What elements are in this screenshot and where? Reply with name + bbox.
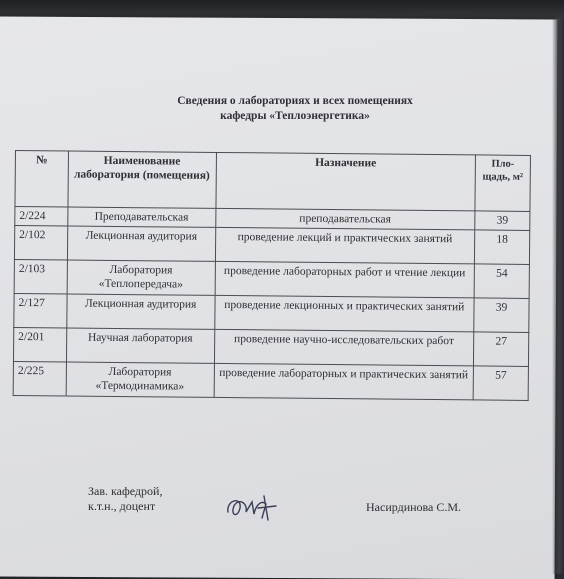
table-row: [13, 361, 528, 400]
labs-table: [13, 150, 531, 401]
header-area: Пло-щадь, м²: [475, 155, 530, 212]
handwritten-signature: [222, 490, 282, 524]
page-edge-shadow: [552, 18, 564, 574]
table-row: [14, 293, 529, 332]
header-destination: Назначение: [215, 152, 475, 210]
cell-room-number: 2/103: [14, 259, 67, 294]
cell-destination: проведение лабораторных и практических занятий: [214, 363, 474, 399]
cell-room-name: Лаборатория «Термодинамика»: [66, 362, 214, 397]
title-line-2: кафедры «Теплоэнергетика»: [220, 110, 370, 122]
cell-destination: проведение лекционных и практических занятий: [214, 295, 474, 331]
cell-room-number: 2/127: [14, 293, 67, 328]
cell-destination: проведение лабораторных работ и чтение лекции: [215, 261, 475, 297]
cell-area: 18: [475, 230, 530, 265]
cell-room-name: Лекционная аудитория: [67, 226, 215, 261]
signer-name: Насирдинова С.М.: [366, 500, 462, 514]
cell-area: 27: [474, 332, 529, 367]
cell-area: 57: [473, 366, 528, 401]
cell-area: 54: [474, 264, 529, 299]
cell-area: 39: [474, 298, 529, 333]
table-row: [14, 226, 529, 265]
cell-area: 39: [475, 211, 530, 231]
header-num: №: [15, 151, 68, 208]
cell-room-number: 2/102: [14, 226, 67, 261]
cell-room-number: 2/224: [15, 207, 68, 227]
cell-room-name: Преподавательская: [68, 207, 216, 227]
cell-room-number: 2/225: [13, 361, 66, 396]
document-title: [110, 94, 480, 124]
cell-destination: проведение лекций и практических занятий: [215, 227, 475, 263]
table-row: [13, 327, 528, 366]
header-name: Наименование лаборатория (помещения): [68, 151, 216, 208]
signer-position-line-2: к.т.н., доцент: [88, 499, 156, 513]
cell-room-name: Лаборатория «Теплопередача»: [67, 260, 215, 295]
cell-room-name: Лекционная аудитория: [67, 294, 215, 329]
signer-position-line-1: Зав. кафедрой,: [88, 484, 163, 498]
cell-destination: проведение научно-исследовательских работ: [214, 329, 474, 365]
cell-destination: преподавательская: [215, 208, 475, 229]
table-header-row: [15, 151, 531, 212]
cell-room-name: Научная лаборатория: [66, 328, 214, 363]
table-row: [14, 259, 529, 298]
title-line-1: Сведения о лабораториях и всех помещениях: [177, 95, 413, 107]
cell-room-number: 2/201: [13, 327, 66, 362]
